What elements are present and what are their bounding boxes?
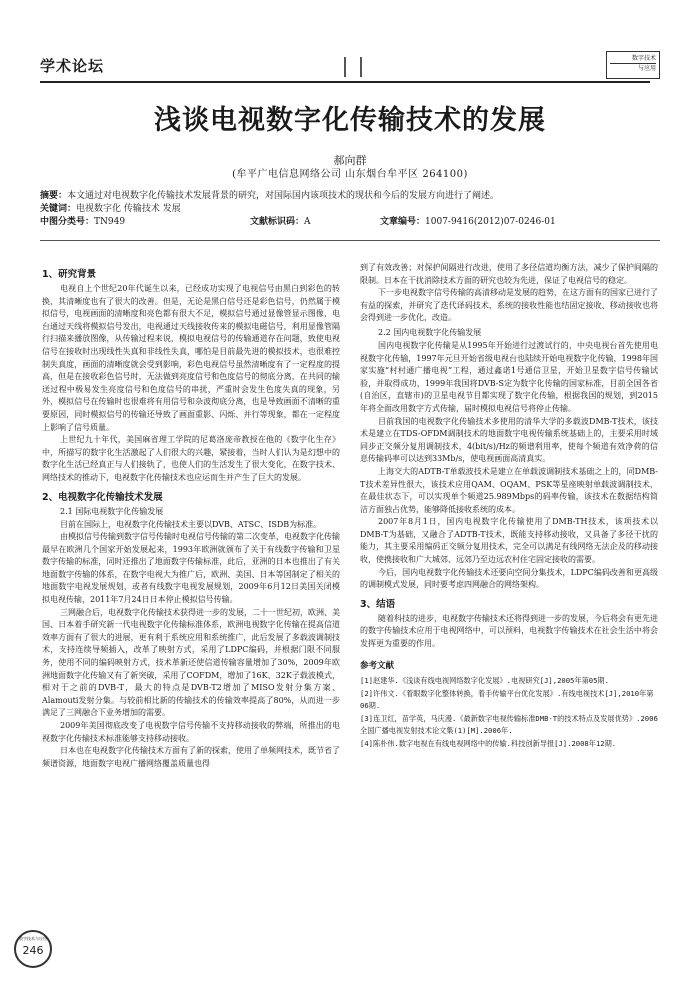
paragraph: 由模拟信号传输到数字信号传输时电视信号传输的第二次变革，电视数字化传输最早在欧洲几个国家开始发展起来，1993年欧洲就颁布了关于有线数字传输和卫星数字传输的标准，同时还推出了地面数字传输标准，此后，亚洲的日本也推出了有关地面数字传输的体系，在数字电视大为推广后，欧洲、美国、日本等国制定了相关的地面数字电视发展规划，或者有线数字电视发展规划，2009年6月12日美国关闭模拟电视传输，2011年7月24日日本停止模拟信号传输。 (42, 532, 340, 605)
header-divider (360, 57, 362, 77)
clc-number: 中图分类号：TN949 (40, 217, 126, 227)
subsection-heading: 2.1 国际电视数字化传输发展 (60, 506, 164, 516)
journal-header (40, 55, 660, 83)
paragraph: 下一步电视数字信号传输的高清移动是发展的趋势，在这方面有的国家已进行了有益的探索，并研究了迭代译码技术，系统的接收性能也结固定接收、移动接收也将会得到进一步优化，改造。 (360, 288, 658, 323)
paragraph: 国内电视数字化传输是从1995年开始进行过渡试行的，中央电视台首先使用电视数字化传输，1997年元旦开始省级电视台也陆续开始电视数字化传输，1998年国家实施“村村通广播电视”工程，通过鑫诺1号通信卫星，开始卫星数字信号传输试验，并取得成功，1999年我国将DVB-S定为数字化传输的国家标准，目前全国各省(自治区，直辖市)的卫星电视节目都实现了数字化传输，根据我国的规划，到2015年将全面改用数字方式传输，届时模拟电视信号将停止传输。 (360, 340, 658, 413)
page-number: 246 (22, 944, 44, 957)
meta-rule (40, 240, 660, 241)
paragraph: 电视自上个世纪20年代诞生以来，已经成功实现了电视信号由黑白到彩色的转换，其清晰度也有了很大的改善。但是，无论是黑白信号还是彩色信号，仍然属于模拟信号，电视画面的清晰度和亮色都有很大不足，模拟信号通过显像管显示图像，电台通过天线将模拟信号发出，电视通过天线接收传来的模拟电磁信号，利用显像管隔行扫描来播放图像，从传输过程来说，模拟电视信号的传输通道存在问题，致使电视信号在接收时出现线性失真和非线性失真，哪怕是目前最先进的模拟技术，也很难控制失真度，画面的清晰度就会受到影响，彩色电视信号虽然清晰度有了一定程度的提高，但是在接收彩色信号时，无法做到亮度信号和色度信号的彻底分离，在共同的输送过程中极易发生亮度信号和色度信号的串扰，严重时会发生色度失真的现象，另外，模拟信号在传输时也很难将有用信号和杂波彻底分离，也是导致画面不清晰的重要原因，同时模拟信号的传输还导致了画面重影、闪烁、并行等现象，都在一定程度上影响了信号质量。 (42, 284, 340, 432)
section-heading: 1、研究背景 (42, 269, 97, 280)
section-heading: 2、电视数字化传输技术发展 (42, 491, 163, 503)
paragraph: 日本也在电视数字化传输技术方面有了新的探索，使用了单频网技术，既节省了频谱资源，地面数字电视广播网络覆盖质量也得 (42, 746, 340, 768)
reference-item: [4]陈朴伟.数字电视在有线电视网络中的传输.科技创新导报[J].2008年12期. (360, 739, 617, 749)
paragraph: 目前我国的电视数字化传输技术多使用的清华大学的多载波DMB-T技术，该技术是建立在TDS-OFDM调制技术的地面数字电视传输系统基础上的，主要采用时域同步正交频分复用调制技术，4(bit/s)/Hz的频谱利用率，使每个频道有效净荷的信息传输码率可以达到33Mb/s，使电视画面高清真实。 (360, 416, 658, 464)
author-name: 郝向群 (333, 154, 367, 167)
classification-row (40, 216, 660, 229)
paragraph: 今后，国内电视数字化传输技术还要向空间分集技术，LDPC编码改善和更高级的调制模式发展，同时要考虑四网融合的网络架构。 (360, 567, 658, 590)
article-number: 文章编号：1007-9416(2012)07-0246-01 (380, 217, 556, 227)
author-affiliation: (牟平广电信息网络公司 山东烟台牟平区 264100) (232, 169, 468, 180)
reference-item: [2]许伟文.《着眼数字化整体转换，着手传输平台优化发展》.有线电视技术[J],2010年第06期. (360, 689, 654, 710)
paragraph: 上海交大的ADTB-T单载波技术是建立在单载波调制技术基础之上的，同DMB-T技术差异性很大，该技术应用QAM、OQAM、PSK等星座映射单载波调制技术，在最佳状态下，可以实现单个频道25.989Mbps的码率传输，该技术在数据结构简洁方面独占优势，能够降低接收系统的成本。 (360, 466, 658, 514)
column-right (360, 262, 658, 752)
header-rule (40, 81, 650, 83)
paragraph: 2007年8月1日，国内电视数字化传输使用了DMB-TH技术，该项技术以DMB-T为基础，又融合了ADTB-T技术，既能支持移动接收，又具备了多径干扰的能力，其主要采用编码正交频分复用技术，完全可以满足有线网络无法企及的移动接收，使携接收和广大城郊、远郊乃至边远农村住宅固定接收的需要。 (360, 517, 658, 565)
article-meta (40, 190, 660, 229)
paragraph: 2009年美国彻底改变了电视数字信号传输不支持移动接收的弊端，所推出的电视数字化传输技术标准能够支持移动接收。 (42, 721, 340, 743)
page-number-badge: 数字技术与应用 246 (14, 930, 52, 968)
article-title: 浅谈电视数字化传输技术的发展 (154, 105, 546, 136)
document-code: 文献标识码：A (250, 217, 311, 227)
column-name: 学术论坛 (40, 57, 105, 75)
abstract: 摘要：本文通过对电视数字化传输技术发展背景的研究，对国际国内该项技术的现状和今后的发展方向进行了阐述。 (40, 191, 500, 201)
journal-logo: 数字技术 与应用 (606, 51, 660, 79)
paragraph: 上世纪九十年代，美国麻省理工学院的尼葛洛庞帝教授在他的《数字化生存》中，所描写的数字化生活激起了人们很大的兴趣，紧接着，当时人们认为是幻想中的数字化生活已经真正与人们接轨了，也使人们的生活发生了很大变化，在数字技术、网络技术的推动下，电视数字化传输技术也应运而生并产生了巨大的发展。 (42, 435, 340, 482)
subsection-heading: 2.2 国内电视数字化传输发展 (378, 327, 482, 337)
keywords: 关键词：电视数字化 传输技术 发展 (40, 204, 181, 214)
paragraph: 目前在国际上，电视数字化传输技术主要以DVB、ATSC、ISDB为标准。 (60, 519, 322, 529)
references-heading: 参考文献 (360, 660, 395, 671)
reference-item: [1]赵建华.《浅谈有线电视网络数字化发展》.电视研究[J],2005年第05期. (360, 675, 609, 685)
column-left (42, 262, 340, 770)
paragraph: 到了有效改善；对保护间隔进行改进，使用了多径信道均衡方法，减少了保护间隔的限制。日本在干扰消除技术方面的研究也较为先进，保证了电视信号的稳定。 (360, 263, 658, 285)
header-divider (344, 57, 346, 77)
paragraph: 随着科技的进步，电视数字传输技术还将得到进一步的发展，今后将会有更先进的数字传输技术应用于电视网络中，可以预料，电视数字传输技术在社会生活中将会发挥更为重要的作用。 (360, 613, 658, 649)
reference-item: [3]连卫红，苗学英，马庆漫.《最新数字电视传输标准DMB-T的技术特点及发展优势》.2006全国广播电视发射技术论文集(1)[M].2006年. (360, 714, 658, 735)
paragraph: 三网融合后，电视数字化传输技术获得进一步的发展，二十一世纪初，欧洲、美国、日本着手研究新一代电视数字化传输标准体系，欧洲电视数字化传输在提高信道效率方面有了很大的进展，更有利于系统应用和系统推广，此后发展了多载波调制技术，支持连续导频插入，改革了映射方式，采用了LDPC编码，并根据门限不同服务，使用不同的编码映射方式，技术革新还使信道传输容量增加了30%，2009年欧洲地面数字化传输又有了新突破，采用了COFDM，增加了16K、32K子载波模式，相对于之前的DVB-T，最大的特点是DVB-T2增加了MISO发射分集方案、Alamouti发射分集。与较前相比新的传输技术的传输效率提高了80%，从而进一步满足了三网融合下业务增加的需要。 (42, 607, 340, 718)
section-heading: 3、结语 (360, 598, 396, 610)
